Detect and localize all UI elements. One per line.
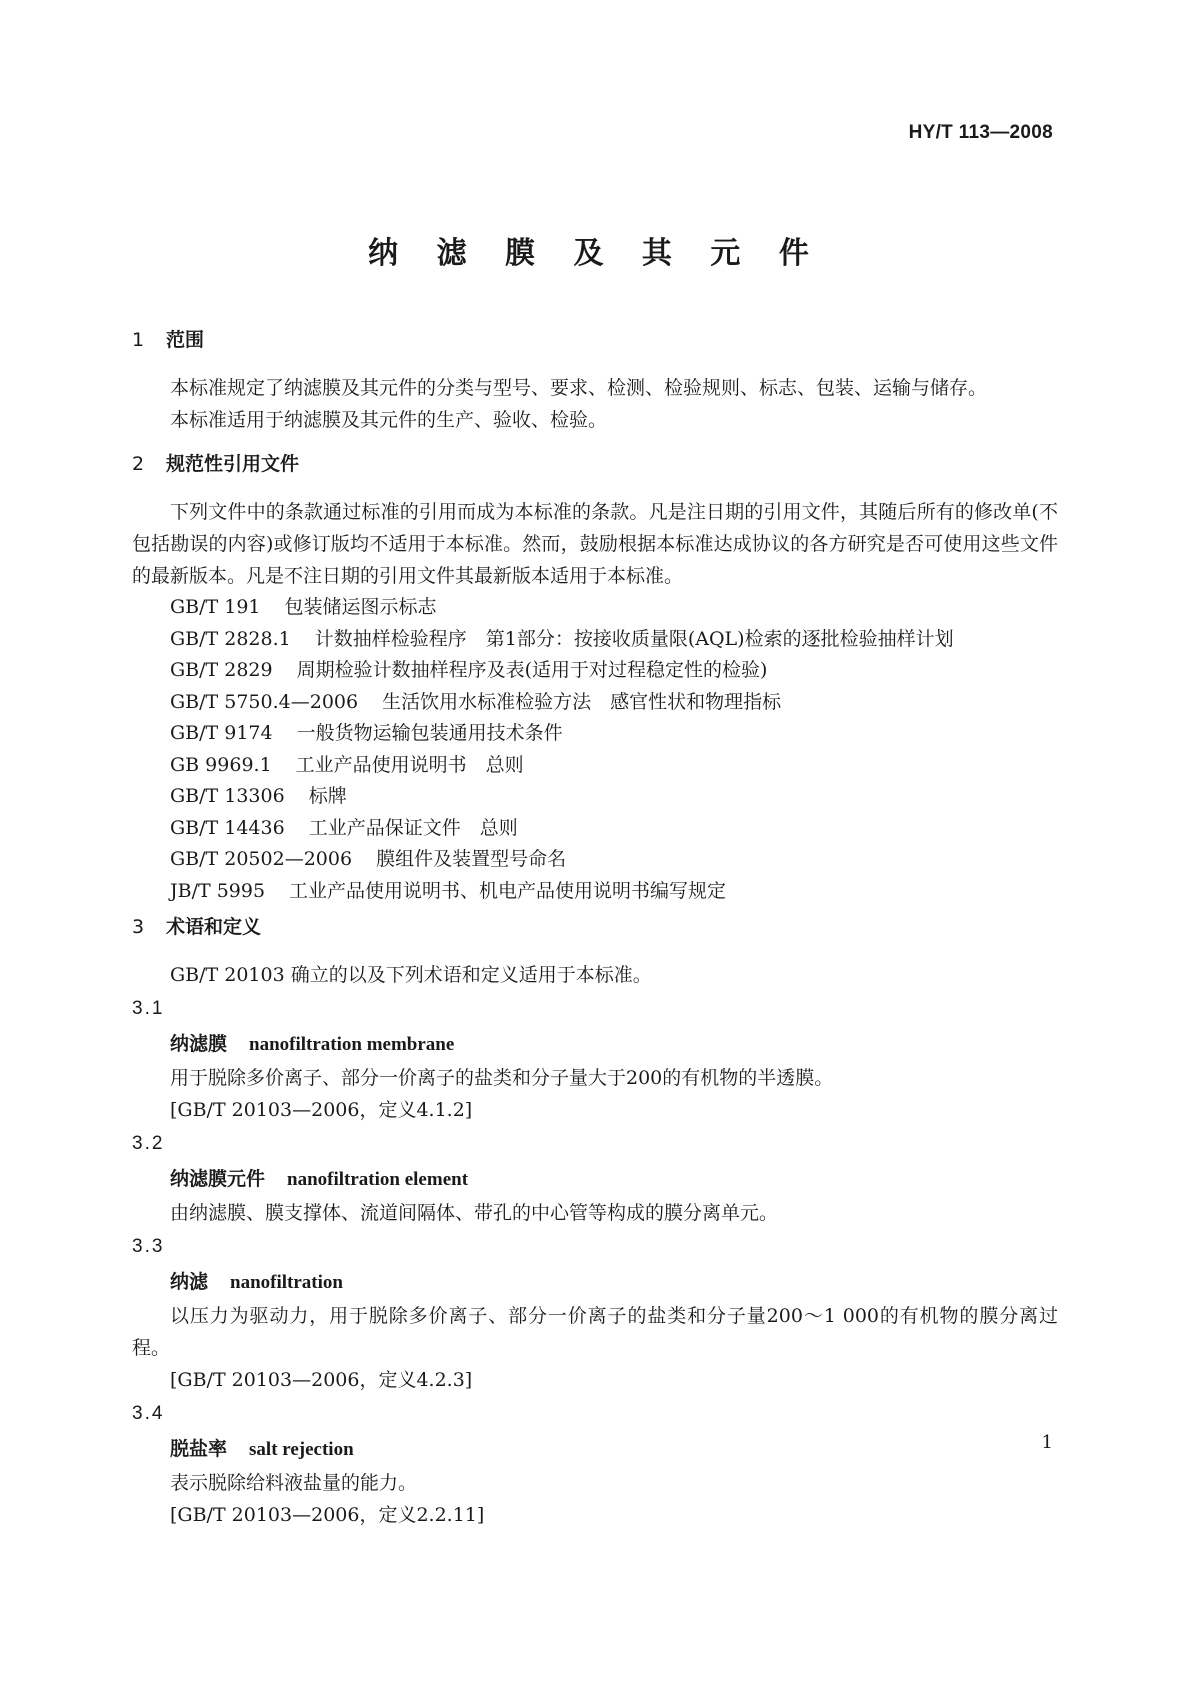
reference-item — [132, 655, 1058, 687]
reference-item — [132, 718, 1058, 750]
standard-code: HY/T 113—2008 — [908, 122, 1053, 143]
term-definition: 由纳滤膜、膜支撑体、流道间隔体、带孔的中心管等构成的膜分离单元。 — [170, 1202, 779, 1224]
reference-title: 生活饮用水标准检验方法 感官性状和物理指标 — [382, 690, 782, 713]
section-number: 2 — [132, 453, 145, 475]
reference-item — [132, 844, 1058, 876]
reference-code: GB/T 191 — [170, 596, 261, 618]
term-name-zh: 脱盐率 — [170, 1438, 228, 1460]
reference-title: 工业产品使用说明书、机电产品使用说明书编写规定 — [289, 879, 727, 902]
scope-paragraph: 本标准规定了纳滤膜及其元件的分类与型号、要求、检测、检验规则、标志、包装、运输与储存。 — [170, 377, 988, 399]
reference-item — [132, 687, 1058, 719]
term-name-zh: 纳滤膜元件 — [170, 1168, 266, 1190]
term-definition: 以压力为驱动力，用于脱除多价离子、部分一价离子的盐类和分子量200～1 000的有机物的膜分离过程。 — [132, 1305, 1058, 1359]
term-name-en: nanofiltration membrane — [249, 1034, 455, 1055]
term-name — [132, 1162, 1058, 1197]
section-1-heading — [132, 322, 1058, 358]
reference-item — [132, 781, 1058, 813]
terms-intro: GB/T 20103 确立的以及下列术语和定义适用于本标准。 — [170, 964, 652, 986]
reference-title: 周期检验计数抽样程序及表(适用于对过程稳定性的检验) — [296, 659, 768, 681]
term-source: [GB/T 20103—2006，定义4.1.2] — [170, 1099, 473, 1121]
reference-title: 包装储运图示标志 — [284, 596, 437, 618]
reference-title: 工业产品保证文件 总则 — [308, 816, 518, 839]
term-name — [132, 1265, 1058, 1300]
section-title: 范围 — [166, 329, 205, 351]
section-3-heading — [132, 909, 1058, 945]
reference-title: 一般货物运输包装通用技术条件 — [296, 722, 563, 744]
term-name-zh: 纳滤 — [170, 1271, 209, 1293]
reference-title: 标牌 — [308, 785, 347, 807]
term-number: 3.3 — [132, 1236, 165, 1257]
page-number: 1 — [1041, 1432, 1053, 1453]
term-name — [132, 1027, 1058, 1062]
scope-paragraph: 本标准适用于纳滤膜及其元件的生产、验收、检验。 — [170, 409, 608, 431]
reference-code: GB 9969.1 — [170, 753, 272, 776]
document-title: 纳 滤 膜 及 其 元 件 — [368, 236, 823, 271]
reference-item — [132, 592, 1058, 624]
reference-code: GB/T 2828.1 — [170, 627, 291, 650]
reference-item — [132, 876, 1058, 908]
document-body — [132, 322, 1058, 1531]
term-definition: 用于脱除多价离子、部分一价离子的盐类和分子量大于200的有机物的半透膜。 — [170, 1067, 834, 1089]
term-name-en: salt rejection — [249, 1439, 354, 1460]
term-name-en: nanofiltration — [230, 1272, 343, 1293]
term-source: [GB/T 20103—2006，定义4.2.3] — [170, 1369, 473, 1391]
term-number: 3.4 — [132, 1403, 165, 1424]
section-2-heading — [132, 446, 1058, 482]
reference-title: 工业产品使用说明书 总则 — [295, 753, 524, 776]
section-title: 术语和定义 — [166, 916, 262, 938]
reference-title: 计数抽样检验程序 第1部分：按接收质量限(AQL)检索的逐批检验抽样计划 — [314, 627, 954, 650]
reference-code: GB/T 5750.4—2006 — [170, 690, 359, 713]
section-number: 3 — [132, 916, 145, 938]
reference-item — [132, 750, 1058, 782]
section-title: 规范性引用文件 — [166, 453, 300, 475]
term-source: [GB/T 20103—2006，定义2.2.11] — [170, 1504, 485, 1526]
term-name — [132, 1432, 1058, 1467]
term-number: 3.2 — [132, 1133, 165, 1154]
term-definition: 表示脱除给料液盐量的能力。 — [170, 1472, 418, 1494]
reference-list — [132, 592, 1058, 907]
reference-item — [132, 624, 1058, 656]
reference-code: JB/T 5995 — [170, 879, 266, 902]
reference-code: GB/T 2829 — [170, 659, 273, 681]
term-name-zh: 纳滤膜 — [170, 1033, 228, 1055]
reference-code: GB/T 14436 — [170, 816, 285, 839]
references-intro: 下列文件中的条款通过标准的引用而成为本标准的条款。凡是注日期的引用文件，其随后所有的修改单(不包括勘误的内容)或修订版均不适用于本标准。然而，鼓励根据本标准达成协议的各方研究是否可使用这些文件的最新版本。凡是不注日期的引用文件其最新版本适用于本标准。 — [132, 501, 1058, 587]
reference-item — [132, 813, 1058, 845]
reference-code: GB/T 9174 — [170, 722, 273, 744]
reference-code: GB/T 20502—2006 — [170, 848, 353, 870]
reference-code: GB/T 13306 — [170, 785, 285, 807]
term-number: 3.1 — [132, 998, 165, 1019]
reference-title: 膜组件及装置型号命名 — [376, 848, 567, 870]
section-number: 1 — [132, 329, 145, 351]
term-name-en: nanofiltration element — [287, 1169, 469, 1190]
